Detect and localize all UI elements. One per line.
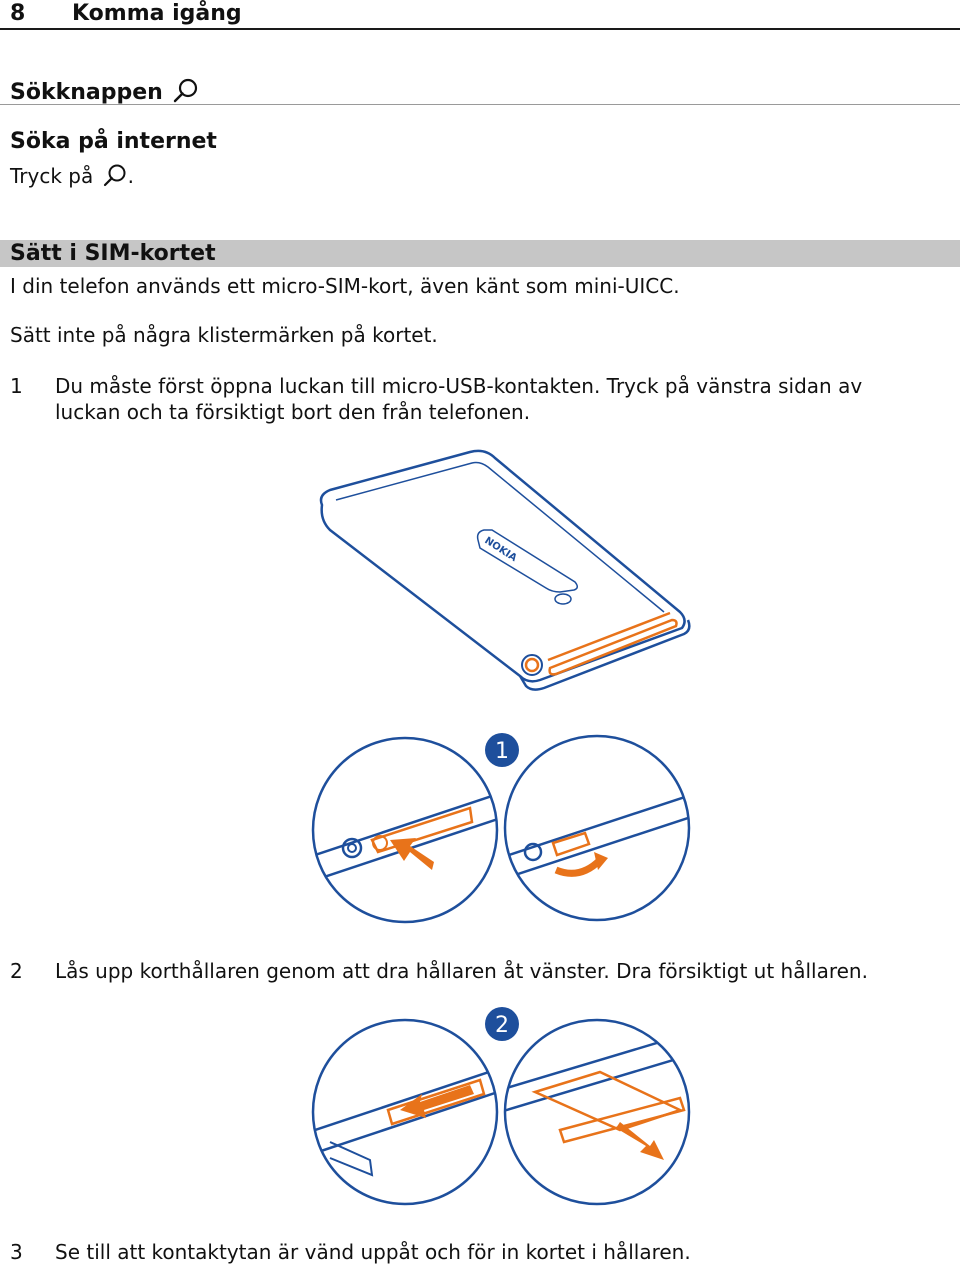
sim-section-heading: Sätt i SIM-kortet [10, 241, 216, 266]
step-number: 2 [10, 959, 23, 983]
step-text-line: Du måste först öppna luckan till micro-USB-kontakten. Tryck på vänstra sidan av [55, 374, 863, 398]
chapter-title: Komma igång [72, 1, 242, 26]
step-badge-label: 2 [495, 1013, 509, 1038]
step-text-line: Lås upp korthållaren genom att dra hållaren åt vänster. Dra försiktigt ut hållaren. [55, 959, 868, 983]
step-text-line: Se till att kontaktytan är vänd uppåt och för in kortet i hållaren. [55, 1240, 691, 1264]
step-badge-label: 1 [495, 739, 509, 764]
sim-intro: I din telefon används ett micro-SIM-kort, även känt som mini-UICC. [10, 274, 680, 298]
detail-circle [505, 1020, 689, 1204]
step-number: 1 [10, 374, 23, 398]
sim-warning: Sätt inte på några klistermärken på kortet. [10, 323, 438, 347]
web-search-heading: Söka på internet [10, 129, 217, 154]
step-text-line: luckan och ta försiktigt bort den från telefonen. [55, 400, 531, 424]
phone-logo-text: NOKIA [482, 535, 519, 565]
web-search-text-after: . [127, 164, 134, 188]
detail-circle [313, 1020, 497, 1204]
search-key-heading-text: Sökknappen [10, 80, 163, 105]
web-search-text-before: Tryck på [10, 164, 94, 188]
step-number: 3 [10, 1240, 23, 1264]
page-number: 8 [10, 1, 26, 26]
